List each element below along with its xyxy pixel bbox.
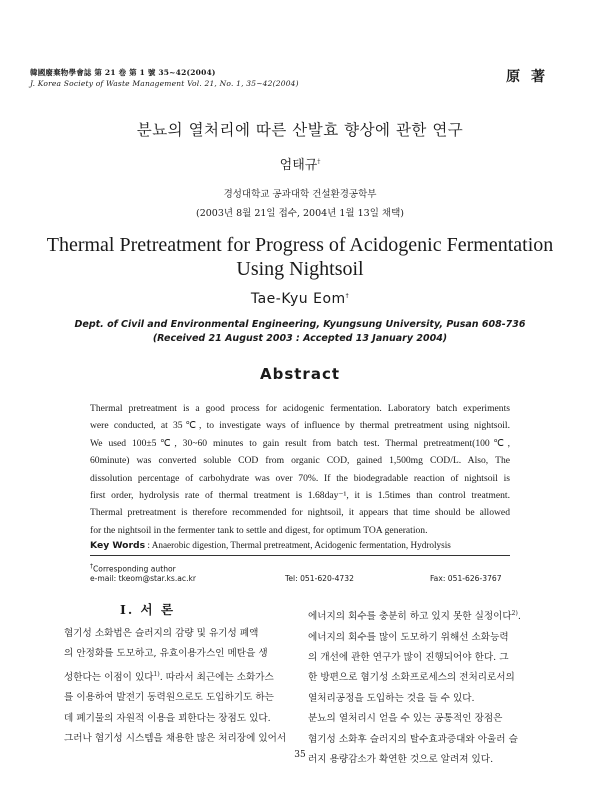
page-number: 35 bbox=[294, 750, 306, 760]
abstract-line: first order, hydrolysis rate of thermal treatment is 1.68day⁻¹, it is 1.5times than control treatment. bbox=[90, 490, 510, 502]
corresponding-tel: Tel: 051-620-4732 bbox=[285, 574, 354, 583]
dates-korean: (2003년 8월 21일 접수, 2004년 1월 13일 채택) bbox=[196, 208, 404, 219]
affiliation-korean: 경성대학교 공과대학 건설환경공학부 bbox=[223, 189, 377, 200]
dates-english: (Received 21 August 2003 : Accepted 13 January 2004) bbox=[152, 333, 448, 344]
abstract-line: Thermal pretreatment is therefore recommended for nightsoil, it appears that time should be allowed bbox=[90, 507, 510, 519]
abstract-body bbox=[90, 400, 510, 539]
abstract-line: We used 100±5℃, 30~60 minutes to gain result from batch test. Thermal pretreatment(100℃, bbox=[90, 437, 510, 449]
body-line: 한 방편으로 혐기성 소화프로세스의 전처리로서의 bbox=[308, 672, 515, 684]
body-line: 러지 용량감소가 확연한 것으로 알려져 있다. bbox=[308, 754, 494, 766]
abstract-heading: Abstract bbox=[259, 365, 341, 383]
body-line: 분뇨의 열처리시 얻을 수 있는 공통적인 장점은 bbox=[308, 713, 503, 725]
abstract-line: for the nightsoil in the fermenter tank to settle and digest, for optimum TOA generation. bbox=[90, 524, 428, 536]
body-line: 의 안정화를 도모하고, 유효이용가스인 메탄을 생 bbox=[64, 648, 268, 660]
title-english-line2: Using Nightsoil bbox=[236, 258, 364, 280]
body-line: 혐기성 소화법은 슬러지의 감량 및 유기성 폐액 bbox=[64, 628, 259, 639]
author-korean: 엄태규† bbox=[279, 158, 321, 173]
abstract-line: Thermal pretreatment is a good process for acidogenic fermentation. Laboratory batch experiments bbox=[90, 403, 510, 414]
corresponding-label: †Corresponding author bbox=[90, 563, 176, 574]
article-type-tag: 原 著 bbox=[506, 69, 548, 85]
body-line: 데 폐기물의 자원적 이용을 꾀한다는 장점도 있다. bbox=[64, 712, 271, 724]
body-line: 에너지의 회수를 많이 도모하기 위해선 소화능력 bbox=[308, 631, 509, 643]
section-heading: Ⅰ. 서 론 bbox=[120, 602, 176, 617]
abstract-line: 60minute) was converted soluble COD from organic COD, gained 1,500mg COD/L. Also, The bbox=[90, 455, 510, 467]
body-line: 그러나 혐기성 시스템을 채용한 많은 처리장에 있어서 bbox=[64, 733, 287, 745]
affiliation-english: Dept. of Civil and Environmental Engineering, Kyungsung University, Pusan 608-736 (Received 21 August 2003 : Accepted 13 January 2004) bbox=[0, 318, 600, 346]
journal-header-en: J. Korea Society of Waste Management Vol. 21, No. 1, 35~42(2004) bbox=[30, 79, 299, 88]
left-column bbox=[64, 624, 296, 750]
keywords: Key Words : Anaerobic digestion, Thermal pretreatment, Acidogenic fermentation, Hydrolysis bbox=[90, 540, 451, 551]
abstract-line: were conducted, at 35℃, to investigate ways of influence by thermal pretreatment using nightsoil. bbox=[90, 420, 510, 432]
title-english-line1: Thermal Pretreatment for Progress of Acidogenic Fermentation bbox=[46, 234, 554, 256]
right-column bbox=[308, 604, 548, 770]
abstract-line: dissolution percentage of carbohydrate was over 70%. If the biodegradable reaction of nightsoil is bbox=[90, 472, 510, 484]
citation-ref: 2) bbox=[511, 610, 518, 617]
body-line: 에너지의 회수를 충분히 하고 있지 못한 실정이다$^{2)}$. bbox=[308, 610, 521, 623]
author-mark-en: † bbox=[345, 292, 350, 300]
body-line: 를 이용하여 발전기 동력원으로도 도입하기도 하는 bbox=[64, 692, 274, 704]
author-mark: † bbox=[317, 158, 321, 166]
author-english: Tae-Kyu Eom† bbox=[250, 291, 350, 307]
corresponding-fax: Fax: 051-626-3767 bbox=[430, 574, 502, 583]
title-korean: 분뇨의 열처리에 따른 산발효 향상에 관한 연구 bbox=[136, 121, 464, 139]
corresponding-email: e-mail: tkeom@star.ks.ac.kr bbox=[90, 574, 197, 583]
title-english bbox=[0, 233, 600, 281]
divider bbox=[90, 555, 510, 556]
citation-ref: 1) bbox=[153, 670, 160, 678]
body-line: 혐기성 소화후 슬러지의 탈수효과증대와 아울러 슬 bbox=[308, 733, 518, 745]
body-line: 의 개선에 관한 연구가 많이 진행되어야 한다. 그 bbox=[308, 652, 509, 663]
journal-header-ko: 韓國廢棄物學會誌 第 21 卷 第 1 號 35~42(2004) bbox=[30, 68, 216, 77]
body-line: 열처리공정을 도입하는 것을 들 수 있다. bbox=[308, 692, 475, 704]
body-line: 성한다는 이점이 있다$^{1)}$. 따라서 최근에는 소화가스 bbox=[64, 670, 274, 683]
